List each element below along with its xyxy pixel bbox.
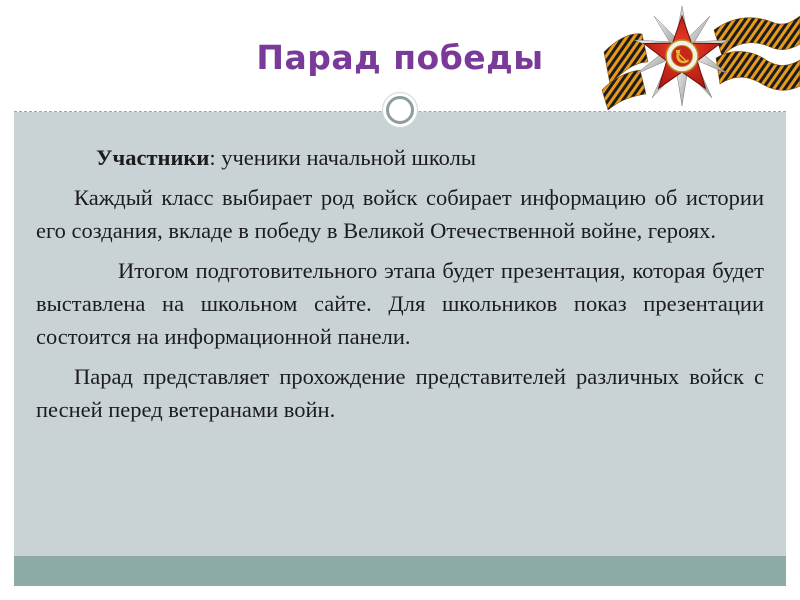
participants-line [36, 141, 764, 174]
bottom-bar [14, 556, 786, 586]
victory-emblem [596, 0, 800, 112]
slide-body [36, 141, 764, 433]
paragraph-2: Итогом подготовительного этапа будет презентация, которая будет выставлена на школьном сайте. Для школьников показ презентации состоится на информационной панели. [36, 258, 764, 349]
paragraph-1: Каждый класс выбирает род войск собирает информацию об истории его создания, вкладе в победу в Великой Отечественной войне, героях. [36, 185, 764, 243]
slide-title: Парад победы [256, 38, 544, 77]
paragraph-3: Парад представляет прохождение представителей различных войск с песней перед ветеранами войн. [36, 364, 764, 422]
participants-value: : ученики начальной школы [209, 145, 476, 170]
slide-frame-left [0, 0, 14, 600]
participants-label: Участники [96, 145, 210, 170]
divider-ring-icon [386, 96, 414, 124]
order-of-patriotic-war-star-icon [634, 6, 730, 106]
